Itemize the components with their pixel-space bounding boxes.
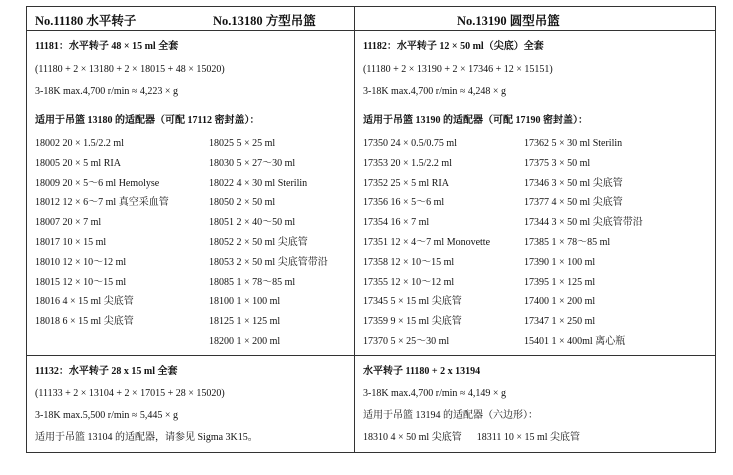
set-formula: (11180 + 2 × 13180 + 2 × 18015 + 48 × 15020) [35, 64, 225, 75]
header-rotor: No.11180 水平转子 [35, 14, 137, 28]
adapter-item: 17377 4 × 50 ml 尖底管 [524, 197, 623, 209]
adapter-item: 18085 1 × 78～85 ml [209, 276, 296, 288]
section-title: 11132：水平转子 28 x 15 ml 全套 [35, 366, 178, 377]
adapter-item: 17350 24 × 0.5/0.75 ml [363, 138, 457, 149]
adapter-item: 17351 12 × 4～7 ml Monovette [363, 237, 491, 248]
adapter-item: 18009 20 × 5～6 ml Hemolyse [35, 177, 160, 189]
set-formula: (11133 + 2 × 13104 + 2 × 17015 + 28 × 15020) [35, 388, 225, 399]
adapter-item: 17352 25 × 5 ml RIA [363, 177, 449, 189]
adapter-item: 18015 12 × 10～15 ml [35, 276, 127, 288]
adapter-item: 17375 3 × 50 ml [524, 157, 591, 169]
adapter-item: 17355 12 × 10～12 ml [363, 276, 455, 288]
speed-spec: 3-18K max.4,700 r/min ≈ 4,223 × g [35, 86, 179, 97]
section-title: 11181：水平转子 48 × 15 ml 全套 [35, 41, 179, 52]
adapter-item: 17390 1 × 100 ml [524, 256, 596, 268]
adapter-item: 18025 5 × 25 ml [209, 138, 276, 149]
adapter-item: 18053 2 × 50 ml 尖底管带沿 [209, 256, 328, 268]
adapter-item: 18100 1 × 100 ml [209, 296, 281, 308]
adapter-item: 18051 2 × 40～50 ml [209, 217, 296, 229]
adapter-item: 17370 5 × 25～30 ml [363, 336, 450, 347]
adapter-item: 18050 2 × 50 ml [209, 197, 276, 209]
adapter-item: 18016 4 × 15 ml 尖底管 [35, 296, 134, 308]
adapter-item: 18007 20 × 7 ml [35, 217, 102, 229]
adapter-item: 18002 20 × 1.5/2.2 ml [35, 138, 124, 149]
adapter-item: 18018 6 × 15 ml 尖底管 [35, 316, 134, 328]
adapters-title: 适用于吊篮 13180 的适配器（可配 17112 密封盖）： [35, 115, 260, 126]
section-title: 11182：水平转子 12 × 50 ml（尖底）全套 [363, 41, 544, 52]
section-title: 水平转子 11180 + 2 x 13194 [363, 366, 481, 377]
adapter-item: 17395 1 × 125 ml [524, 276, 596, 288]
adapter-item: 17359 9 × 15 ml 尖底管 [363, 316, 462, 328]
speed-spec: 3-18K max.4,700 r/min ≈ 4,248 × g [363, 86, 507, 97]
adapter-item: 18030 5 × 27～30 ml [209, 157, 296, 169]
adapter-item: 17385 1 × 78～85 ml [524, 237, 611, 248]
adapter-item: 17344 3 × 50 ml 尖底管带沿 [524, 217, 643, 229]
adapter-item: 18010 12 × 10～12 ml [35, 256, 127, 268]
adapter-item: 18052 2 × 50 ml 尖底管 [209, 237, 308, 248]
adapter-item: 17353 20 × 1.5/2.2 ml [363, 157, 452, 169]
set-formula: (11180 + 2 × 13190 + 2 × 17346 + 12 × 15151) [363, 64, 553, 75]
adapters-title: 适用于吊篮 13194 的适配器（六边形）： [363, 410, 538, 421]
adapter-list: 18310 4 × 50 ml 尖底管 18311 10 × 15 ml 尖底管 [363, 432, 581, 443]
adapter-item: 18125 1 × 125 ml [209, 316, 281, 328]
adapter-item: 15401 1 × 400ml 离心瓶 [524, 336, 626, 347]
adapter-item: 17362 5 × 30 ml Sterilin [524, 138, 623, 149]
row-divider [27, 355, 715, 356]
adapter-item: 17346 3 × 50 ml 尖底管 [524, 177, 623, 189]
adapter-item: 18200 1 × 200 ml [209, 336, 281, 347]
adapter-item: 18017 10 × 15 ml [35, 237, 107, 248]
adapter-item: 17345 5 × 15 ml 尖底管 [363, 296, 462, 308]
adapters-title: 适用于吊篮 13190 的适配器（可配 17190 密封盖）： [363, 115, 588, 126]
adapter-item: 17400 1 × 200 ml [524, 296, 596, 308]
header-round-bucket: No.13190 圆型吊篮 [457, 14, 560, 28]
header-square-bucket: No.13180 方型吊篮 [213, 14, 316, 28]
adapter-item: 17356 16 × 5～6 ml [363, 197, 445, 209]
rotor-specification-table [26, 6, 716, 453]
column-divider [354, 7, 355, 452]
adapter-item: 18012 12 × 6～7 ml 真空采血管 [35, 197, 169, 209]
adapter-item: 18005 20 × 5 ml RIA [35, 157, 121, 169]
adapter-item: 18022 4 × 30 ml Sterilin [209, 177, 308, 189]
speed-spec: 3-18K max.4,700 r/min ≈ 4,149 × g [363, 388, 507, 399]
speed-spec: 3-18K max.5,500 r/min ≈ 5,445 × g [35, 410, 179, 421]
adapter-item: 17347 1 × 250 ml [524, 316, 596, 328]
adapter-item: 17354 16 × 7 ml [363, 217, 430, 229]
table-header [27, 7, 715, 31]
adapter-note: 适用于吊篮 13104 的适配器，请参见 Sigma 3K15。 [35, 432, 258, 443]
adapter-item: 17358 12 × 10～15 ml [363, 256, 455, 268]
